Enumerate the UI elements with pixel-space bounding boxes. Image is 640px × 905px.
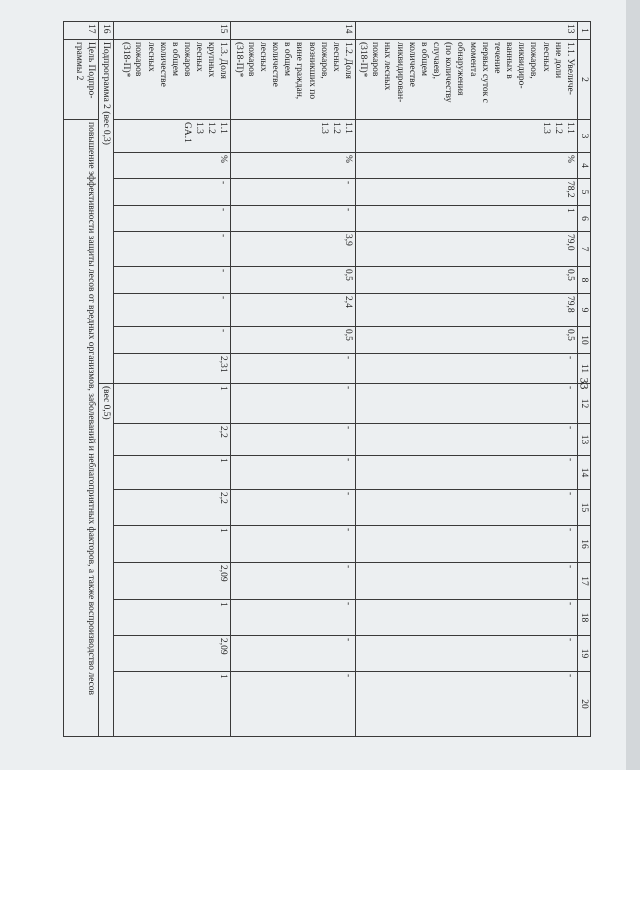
scan-edge bbox=[626, 0, 640, 770]
header-cell: 17 bbox=[577, 563, 590, 600]
value-cell: - bbox=[114, 267, 231, 294]
indicator-name: 1.1. Увеличе- ние доли лесных пожаров, ликвидиро- ванных в течение первых суток с момента обнаружения (по количеству случаев), в общем количестве ликвидирован- ных лесных пожаров (318-П)* bbox=[356, 40, 578, 120]
value-cell: - bbox=[356, 672, 578, 737]
value-cell: - bbox=[114, 179, 231, 206]
header-cell: 1 bbox=[577, 22, 590, 40]
header-cell: 16 bbox=[577, 526, 590, 563]
header-row bbox=[577, 22, 590, 737]
goal-text: повышение эффективности защиты лесов от вредных организмов, заболеваний и неблагоприятных факторов, а также воспроизводство лесов bbox=[64, 120, 99, 737]
unit-cell: % bbox=[231, 153, 356, 179]
value-cell: 3,9 bbox=[231, 232, 356, 267]
indicator-name: 1.2. Доля лесных пожаров, возникших по вине граждан, в общем количестве лесных пожаров (318-П)* bbox=[231, 40, 356, 120]
header-cell: 8 bbox=[577, 267, 590, 294]
header-cell: 4 bbox=[577, 153, 590, 179]
value-cell: 1 bbox=[114, 456, 231, 490]
value-cell: - bbox=[231, 636, 356, 672]
header-cell: 9 bbox=[577, 294, 590, 327]
header-cell: 20 bbox=[577, 672, 590, 737]
value-cell: 79,8 bbox=[356, 294, 578, 327]
value-cell: 2,4 bbox=[231, 294, 356, 327]
goal-label: Цель Подпро- граммы 2 bbox=[64, 40, 99, 120]
header-cell: 2 bbox=[577, 40, 590, 120]
header-cell: 6 bbox=[577, 206, 590, 232]
header-cell: 11 bbox=[577, 354, 590, 384]
subprogram-label: Подпрограмма 2 (вес 0,3) bbox=[99, 40, 114, 384]
value-cell: - bbox=[356, 384, 578, 424]
value-cell: - bbox=[356, 526, 578, 563]
value-cell: - bbox=[231, 600, 356, 636]
header-cell: 19 bbox=[577, 636, 590, 672]
task-codes: 1.1 1.2 1.3 GA.1 bbox=[114, 120, 231, 153]
value-cell: - bbox=[114, 294, 231, 327]
value-cell: - bbox=[356, 600, 578, 636]
table-row bbox=[114, 22, 231, 737]
value-cell: 78,2 bbox=[356, 179, 578, 206]
value-cell: - bbox=[231, 456, 356, 490]
unit-cell: % bbox=[114, 153, 231, 179]
value-cell: - bbox=[356, 456, 578, 490]
value-cell: 1 bbox=[114, 384, 231, 424]
value-cell: - bbox=[356, 636, 578, 672]
rotated-table-container bbox=[74, 21, 591, 736]
value-cell: - bbox=[231, 206, 356, 232]
value-cell: 0,5 bbox=[356, 327, 578, 354]
value-cell: 0,5 bbox=[231, 327, 356, 354]
header-cell: 13 bbox=[577, 424, 590, 456]
value-cell: 2,09 bbox=[114, 563, 231, 600]
indicators-table bbox=[63, 21, 591, 737]
page-number: 33 bbox=[577, 377, 592, 390]
header-cell: 3 bbox=[577, 120, 590, 153]
value-cell: 1 bbox=[114, 526, 231, 563]
row-number: 13 bbox=[356, 22, 578, 40]
value-cell: 79,0 bbox=[356, 232, 578, 267]
header-cell: 5 bbox=[577, 179, 590, 206]
value-cell: 0,5 bbox=[231, 267, 356, 294]
subprogram-weight: (вес 0,5) bbox=[99, 384, 114, 737]
value-cell: 2,2 bbox=[114, 490, 231, 526]
value-cell: - bbox=[231, 563, 356, 600]
goal-row bbox=[64, 22, 99, 737]
value-cell: - bbox=[356, 563, 578, 600]
value-cell: - bbox=[231, 179, 356, 206]
header-cell: 18 bbox=[577, 600, 590, 636]
value-cell: - bbox=[231, 424, 356, 456]
task-codes: 1.1 1.2 1.3 bbox=[356, 120, 578, 153]
value-cell: - bbox=[231, 526, 356, 563]
value-cell: 2,09 bbox=[114, 636, 231, 672]
value-cell: 1 bbox=[356, 206, 578, 232]
value-cell: - bbox=[231, 354, 356, 384]
value-cell: 0,5 bbox=[356, 267, 578, 294]
value-cell: - bbox=[231, 490, 356, 526]
row-number: 14 bbox=[231, 22, 356, 40]
value-cell: - bbox=[231, 384, 356, 424]
header-cell: 7 bbox=[577, 232, 590, 267]
header-cell: 14 bbox=[577, 456, 590, 490]
value-cell: - bbox=[231, 672, 356, 737]
header-cell: 15 bbox=[577, 490, 590, 526]
value-cell: 1 bbox=[114, 672, 231, 737]
value-cell: - bbox=[114, 327, 231, 354]
value-cell: 1 bbox=[114, 600, 231, 636]
subprogram-row bbox=[99, 22, 114, 737]
row-number: 15 bbox=[114, 22, 231, 40]
task-codes: 1.1 1.2 1.3 bbox=[231, 120, 356, 153]
row-number: 17 bbox=[64, 22, 99, 40]
value-cell: - bbox=[356, 424, 578, 456]
value-cell: - bbox=[356, 354, 578, 384]
value-cell: 2,2 bbox=[114, 424, 231, 456]
row-number: 16 bbox=[99, 22, 114, 40]
header-cell: 12 bbox=[577, 384, 590, 424]
indicator-name: 1.3. Доля крупных лесных пожаров в общем количестве лесных пожаров (318-П)* bbox=[114, 40, 231, 120]
value-cell: - bbox=[356, 490, 578, 526]
table-row bbox=[356, 22, 578, 737]
header-cell: 10 bbox=[577, 327, 590, 354]
table-row bbox=[231, 22, 356, 737]
unit-cell: % bbox=[356, 153, 578, 179]
value-cell: - bbox=[114, 232, 231, 267]
value-cell: - bbox=[114, 206, 231, 232]
value-cell: 2,31 bbox=[114, 354, 231, 384]
